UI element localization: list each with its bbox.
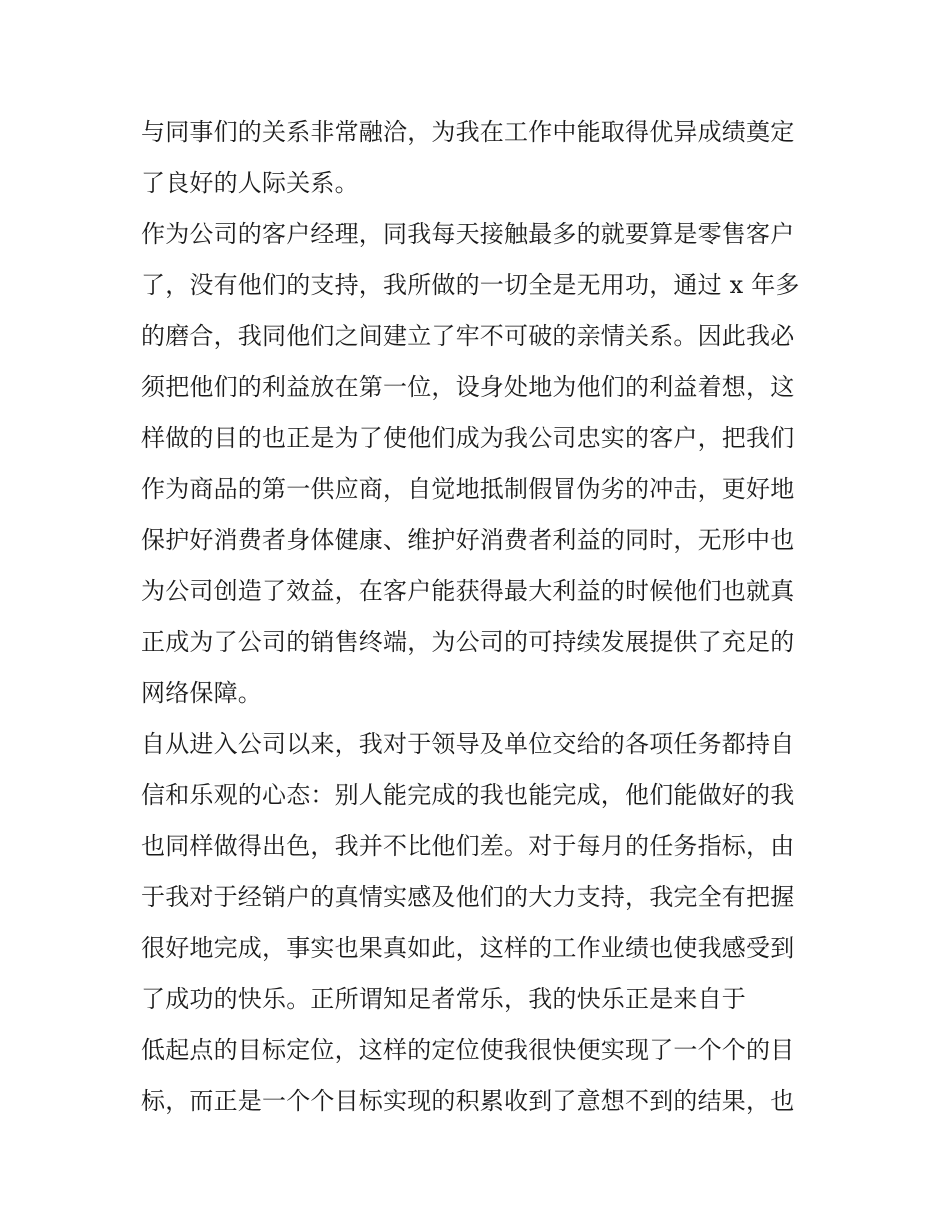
text-line: 于我对于经销户的真情实感及他们的大力支持，我完全有把握	[141, 883, 795, 911]
text-line: 作为商品的第一供应商，自觉地抵制假冒伪劣的冲击，更好地	[141, 475, 795, 503]
text-line: 样做的目的也正是为了使他们成为我公司忠实的客户，把我们	[141, 424, 795, 452]
text-line: 为公司创造了效益，在客户能获得最大利益的时候他们也就真	[141, 577, 795, 605]
text-line: 须把他们的利益放在第一位，设身处地为他们的利益着想，这	[141, 373, 795, 401]
text-line: 也同样做得出色，我并不比他们差。对于每月的任务指标，由	[141, 832, 795, 860]
text-line: 的磨合，我同他们之间建立了牢不可破的亲情关系。因此我必	[141, 322, 795, 350]
text-line: 了成功的快乐。正所谓知足者常乐，我的快乐正是来自于	[141, 985, 746, 1013]
text-line: 网络保障。	[141, 679, 262, 707]
document-body	[141, 107, 821, 1127]
text-line: 了良好的人际关系。	[141, 169, 359, 197]
text-line: 信和乐观的心态：别人能完成的我也能完成，他们能做好的我	[141, 781, 795, 809]
text-line: 很好地完成，事实也果真如此，这样的工作业绩也使我感受到	[141, 934, 795, 962]
text-line: 保护好消费者身体健康、维护好消费者利益的同时，无形中也	[141, 526, 795, 554]
text-line: 了，没有他们的支持，我所做的一切全是无用功，通过 x 年多	[141, 271, 800, 299]
text-line: 与同事们的关系非常融洽，为我在工作中能取得优异成绩奠定	[141, 118, 795, 146]
text-line: 自从进入公司以来，我对于领导及单位交给的各项任务都持自	[141, 730, 795, 758]
text-line: 标，而正是一个个目标实现的积累收到了意想不到的结果，也	[141, 1087, 795, 1115]
text-line: 低起点的目标定位，这样的定位使我很快便实现了一个个的目	[141, 1036, 795, 1064]
text-line: 正成为了公司的销售终端，为公司的可持续发展提供了充足的	[141, 628, 795, 656]
text-line: 作为公司的客户经理，同我每天接触最多的就要算是零售客户	[141, 220, 795, 248]
